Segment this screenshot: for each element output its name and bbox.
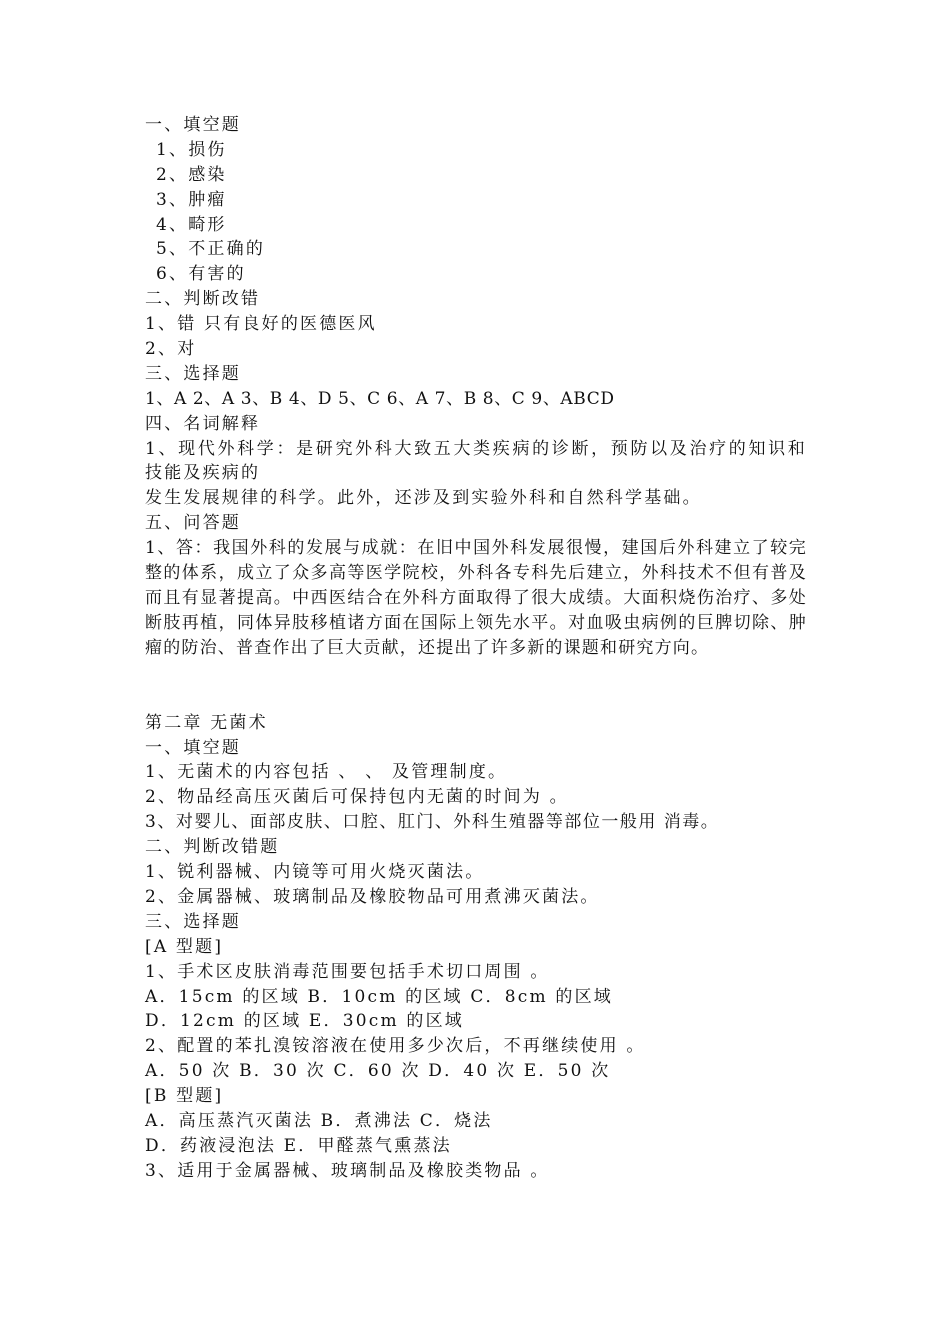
answer-item: 5、不正确的: [156, 239, 266, 260]
question-type-a: [A 型题]: [145, 936, 224, 957]
choice-options: A．高压蒸汽灭菌法 B．煮沸法 C．烧法: [145, 1110, 493, 1131]
section-heading-terms: 四、名词解释: [145, 413, 261, 434]
choice-options: A．15cm 的区域 B．10cm 的区域 C．8cm 的区域: [145, 986, 613, 1007]
choice-options: D．药液浸泡法 E．甲醛蒸气熏蒸法: [145, 1135, 452, 1156]
choice-question: 3、适用于金属器械、玻璃制品及橡胶类物品 。: [145, 1160, 550, 1181]
fill-question: 3、对婴儿、面部皮肤、口腔、肛门、外科生殖器等部位一般用 消毒。: [145, 812, 720, 833]
judge-question: 2、金属器械、玻璃制品及橡胶物品可用煮沸灭菌法。: [145, 886, 600, 907]
section-heading-choice: 三、选择题: [145, 363, 241, 384]
answer-item: 4、畸形: [156, 214, 227, 235]
fill-question: 2、物品经高压灭菌后可保持包内无菌的时间为 。: [145, 787, 569, 808]
term-definition-cont: 发生发展规律的科学。此外，还涉及到实验外科和自然科学基础。: [145, 488, 702, 509]
fill-question: 1、无菌术的内容包括 、 、 及管理制度。: [145, 762, 508, 783]
section-heading-judge: 二、判断改错: [145, 289, 261, 310]
question-type-b: [B 型题]: [145, 1086, 224, 1107]
answer-item: 1、损伤: [156, 139, 227, 160]
section-heading-judge: 二、判断改错题: [145, 837, 280, 858]
choice-options: A．50 次 B．30 次 C．60 次 D．40 次 E．50 次: [145, 1061, 611, 1082]
chapter-title: 第二章 无菌术: [145, 712, 268, 733]
choice-question: 2、配置的苯扎溴铵溶液在使用多少次后，不再继续使用 。: [145, 1036, 646, 1057]
judge-question: 1、锐利器械、内镜等可用火烧灭菌法。: [145, 862, 485, 883]
section-heading-qa: 五、问答题: [145, 513, 241, 534]
choice-options: D．12cm 的区域 E．30cm 的区域: [145, 1011, 464, 1032]
answer-item: 3、肿瘤: [156, 189, 227, 210]
section-gap: [145, 661, 813, 711]
judge-item: 2、对: [145, 339, 197, 360]
answer-item: 2、感染: [156, 164, 227, 185]
section-heading-fill: 一、填空题: [145, 737, 241, 758]
choice-answers: 1、A 2、A 3、B 4、D 5、C 6、A 7、B 8、C 9、ABCD: [145, 388, 615, 409]
section-heading-choice: 三、选择题: [145, 911, 241, 932]
document-page: [145, 113, 813, 1184]
qa-answer: 1、答：我国外科的发展与成就：在旧中国外科发展很慢，建国后外科建立了较完整的体系，成立了众多高等医学院校，外科各专科先后建立，外科技术不但有普及而且有显著提高。中西医结合在外科方面取得了很大成绩。大面积烧伤治疗、多处断肢再植，同体异肢移植诸方面在国际上领先水平。对血吸虫病例的巨脾切除、肿瘤的防治、普查作出了巨大贡献，还提出了许多新的课题和研究方向。: [145, 538, 807, 658]
choice-question: 1、手术区皮肤消毒范围要包括手术切口周围 。: [145, 961, 550, 982]
judge-item: 1、错 只有良好的医德医风: [145, 314, 377, 335]
term-definition: 1、现代外科学：是研究外科大致五大类疾病的诊断，预防以及治疗的知识和技能及疾病的: [145, 438, 807, 484]
answer-item: 6、有害的: [156, 264, 246, 285]
section-heading-fill: 一、填空题: [145, 115, 241, 135]
